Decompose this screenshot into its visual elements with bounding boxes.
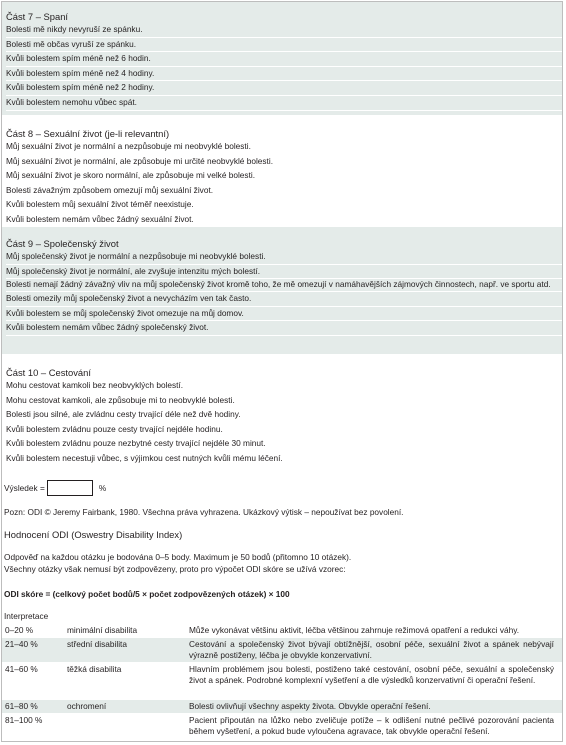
option-item[interactable]: Bolesti jsou silné, ale zvládnu cesty trvající déle než dvě hodiny. [6,409,241,420]
result-label: Výsledek = [4,483,45,493]
scoring-text-line-2: Všechny otázky však nemusí být zodpovězeny, proto pro výpočet ODI skóre se užívá vzorec: [4,564,346,574]
score-range: 61–80 % [5,701,38,711]
section-title: Část 8 – Sexuální život (je-li relevantní) [6,128,170,139]
disability-label: střední disabilita [67,639,127,649]
score-range: 41–60 % [5,664,38,674]
section-title: Část 9 – Společenský život [6,238,119,249]
disability-label: minimální disabilita [67,625,138,635]
section-sleeping [2,2,562,115]
interpretation-description: Cestování a společenský život bývají obtížnější, osobní péče, sexuální život a spánek nebývají výrazně postiženy, léčba je obvykle konzervativní. [189,639,554,661]
score-range: 81–100 % [5,715,43,725]
option-item[interactable]: Můj společenský život je normální, ale zvyšuje intenzitu mých bolestí. [6,265,562,280]
interpretation-description: Může vykonávat většinu aktivit, léčba většinou zahrnuje režimová opatření a redukci váhy. [189,625,520,635]
option-item[interactable]: Kvůli bolestem spím méně než 6 hodin. [6,52,562,67]
table-row [2,700,562,714]
section-title: Část 10 – Cestování [6,367,91,378]
option-item[interactable]: Bolesti mě občas vyruší ze spánku. [6,38,562,53]
option-item[interactable]: Mohu cestovat kamkoli, ale způsobuje mi to neobvyklé bolesti. [6,394,235,405]
option-item[interactable]: Můj sexuální život je normální, ale způsobuje mi určité neobvyklé bolesti. [6,155,274,166]
option-item[interactable]: Kvůli bolestem nemohu vůbec spát. [6,96,562,111]
option-item[interactable]: Mohu cestovat kamkoli bez neobvyklých bolestí. [6,380,184,390]
option-item[interactable]: Bolesti omezily můj společenský život a nevycházím ven tak často. [6,292,562,307]
result-unit: % [98,483,107,493]
scoring-formula: ODI skóre = (celkový počet bodů/5 × počet zodpovězených otázek) × 100 [4,589,290,599]
option-item[interactable]: Kvůli bolestem zvládnu pouze cesty trvající nejdéle hodinu. [6,423,223,434]
section-title: Část 7 – Spaní [6,11,69,22]
option-item[interactable]: Kvůli bolestem spím méně než 2 hodiny. [6,81,562,96]
option-item[interactable]: Kvůli bolestem se můj společenský život omezuje na můj domov. [6,307,562,322]
disability-label [67,714,189,739]
interpretation-description: Pacient připoután na lůžko nebo zveličuje potíže – k odlišení nutné pečlivé pozorování pacienta během vyšetření, a pokud bude vyloučena agravace, tak obvykle operační řešení. [189,715,554,737]
section-social-life [2,227,562,354]
scoring-text-line-1: Odpověď na každou otázku je bodována 0–5 body. Maximum je 50 bodů (přitomno 10 otázek). [4,552,352,562]
score-range: 21–40 % [5,639,38,649]
table-row [2,663,562,700]
option-item[interactable]: Kvůli bolestem spím méně než 4 hodiny. [6,67,562,82]
option-item[interactable]: Kvůli bolestem nemám vůbec žádný společenský život. [6,321,562,336]
result-row [4,480,106,496]
option-item[interactable]: Bolesti závažným způsobem omezují můj sexuální život. [6,184,214,195]
table-row [2,624,562,638]
copyright-note: Pozn: ODI © Jeremy Fairbank, 1980. Všechna práva vyhrazena. Ukázkový výtisk – nepoužívat bez povolení. [4,507,404,517]
interpretation-title: Interpretace [4,611,49,621]
option-item[interactable]: Bolesti mě nikdy nevyruší ze spánku. [6,23,562,38]
section-sex-life [2,115,562,227]
option-item[interactable]: Kvůli bolestem necestuji vůbec, s výjimkou cest nutných kvůli mému léčení. [6,452,283,463]
scoring-title: Hodnocení ODI (Oswestry Disability Index) [4,529,183,540]
table-row [2,714,562,740]
option-item[interactable]: Můj společenský život je normální a nezpůsobuje mi neobvyklé bolesti. [6,250,562,265]
disability-label: ochromení [67,701,107,711]
interpretation-table [2,624,562,740]
option-item[interactable]: Bolesti nemají žádný závažný vliv na můj společenský život kromě toho, že mě omezují v namáhavějších zájmových činnostech, např. ve sportu atd. [6,279,562,292]
option-item[interactable]: Můj sexuální život je normální a nezpůsobuje mi neobvyklé bolesti. [6,141,251,151]
score-range: 0–20 % [5,625,34,635]
result-input-box[interactable] [47,480,93,496]
option-item[interactable]: Můj sexuální život je skoro normální, ale způsobuje mi velké bolesti. [6,170,256,181]
option-item[interactable]: Kvůli bolestem zvládnu pouze nezbytné cesty trvající nejdéle 30 minut. [6,438,266,449]
option-item[interactable]: Kvůli bolestem nemám vůbec žádný sexuální život. [6,213,194,224]
option-item[interactable]: Kvůli bolestem můj sexuální život téměř neexistuje. [6,199,194,210]
section-travelling [2,354,562,467]
interpretation-description: Hlavním problémem jsou bolesti, postiženo také cestování, osobní péče, sexuální a společenský život a spánek. Podrobné komplexní vyšetření a dle výsledků konzervativní či operační řešení. [189,664,554,686]
interpretation-description: Bolesti ovlivňují všechny aspekty života. Obvykle operační řešení. [189,701,431,711]
odi-questionnaire [1,1,563,742]
table-row [2,638,562,663]
disability-label: těžká disabilita [67,664,122,674]
